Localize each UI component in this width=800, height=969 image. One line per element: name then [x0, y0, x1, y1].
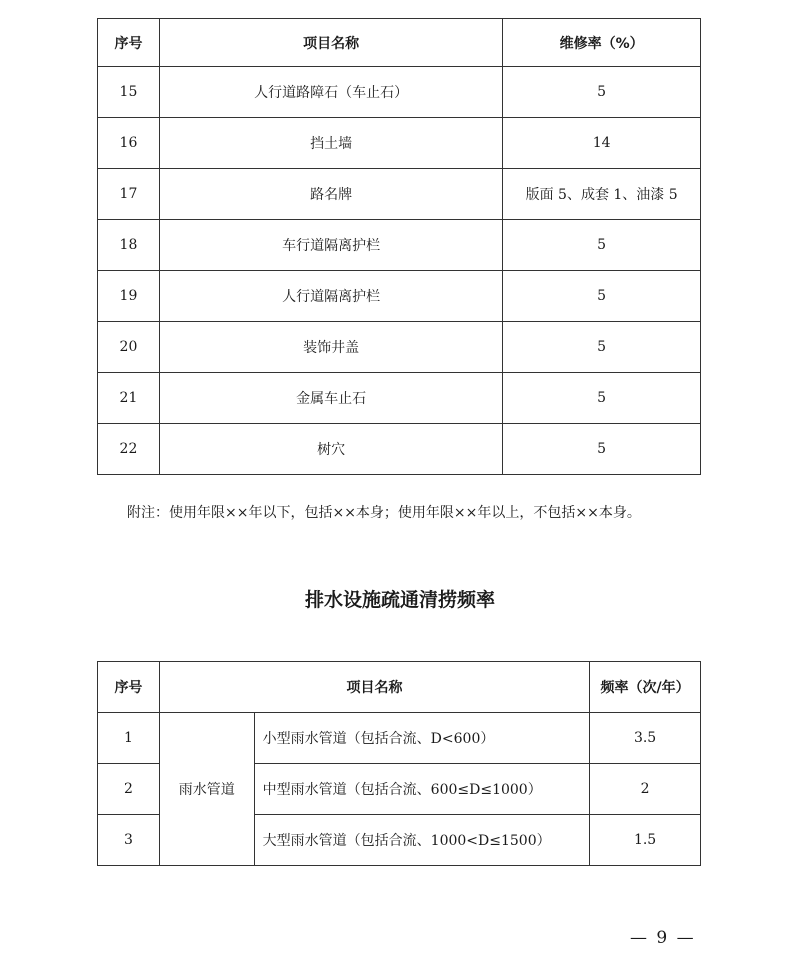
row-name: 人行道路障石（车止石） [159, 67, 502, 118]
table-row [98, 220, 701, 271]
header-rate: 维修率（%） [503, 19, 701, 67]
row-rate: 14 [503, 118, 701, 169]
row-frequency: 2 [590, 764, 701, 815]
row-no: 16 [98, 118, 160, 169]
header-name: 项目名称 [159, 19, 502, 67]
row-no: 1 [98, 713, 160, 764]
table-row [98, 271, 701, 322]
header-name: 项目名称 [159, 662, 589, 713]
page-number: — 9 — [630, 928, 696, 948]
row-name: 小型雨水管道（包括合流、D<600） [254, 713, 589, 764]
row-name: 大型雨水管道（包括合流、1000<D≤1500） [254, 815, 589, 866]
row-rate: 5 [503, 271, 701, 322]
table-header-row [98, 19, 701, 67]
header-no: 序号 [98, 662, 160, 713]
row-name: 装饰井盖 [159, 322, 502, 373]
section-title: 排水设施疏通清捞频率 [304, 589, 495, 611]
row-no: 19 [98, 271, 160, 322]
table-note: 附注：使用年限××年以下，包括××本身；使用年限××年以上，不包括××本身。 [127, 505, 641, 521]
row-rate: 5 [503, 67, 701, 118]
table-row [98, 424, 701, 475]
drainage-frequency-table [97, 661, 701, 866]
row-frequency: 1.5 [590, 815, 701, 866]
row-no: 15 [98, 67, 160, 118]
row-rate: 5 [503, 373, 701, 424]
table-header-row [98, 662, 701, 713]
row-no: 21 [98, 373, 160, 424]
row-name: 金属车止石 [159, 373, 502, 424]
row-no: 18 [98, 220, 160, 271]
maintenance-rate-table [97, 18, 701, 475]
row-name: 路名牌 [159, 169, 502, 220]
row-rate: 版面 5、成套 1、油漆 5 [503, 169, 701, 220]
row-name: 人行道隔离护栏 [159, 271, 502, 322]
header-frequency: 频率（次/年） [590, 662, 701, 713]
row-rate: 5 [503, 322, 701, 373]
row-name: 车行道隔离护栏 [159, 220, 502, 271]
row-no: 20 [98, 322, 160, 373]
header-no: 序号 [98, 19, 160, 67]
row-rate: 5 [503, 220, 701, 271]
table-row [98, 67, 701, 118]
table-row [98, 118, 701, 169]
category-cell: 雨水管道 [159, 713, 254, 866]
row-name: 挡土墙 [159, 118, 502, 169]
table-row [98, 373, 701, 424]
row-no: 22 [98, 424, 160, 475]
row-name: 树穴 [159, 424, 502, 475]
row-name: 中型雨水管道（包括合流、600≤D≤1000） [254, 764, 589, 815]
row-no: 2 [98, 764, 160, 815]
row-frequency: 3.5 [590, 713, 701, 764]
table-row [98, 322, 701, 373]
table-row [98, 169, 701, 220]
row-rate: 5 [503, 424, 701, 475]
row-no: 3 [98, 815, 160, 866]
table-row [98, 713, 701, 764]
row-no: 17 [98, 169, 160, 220]
